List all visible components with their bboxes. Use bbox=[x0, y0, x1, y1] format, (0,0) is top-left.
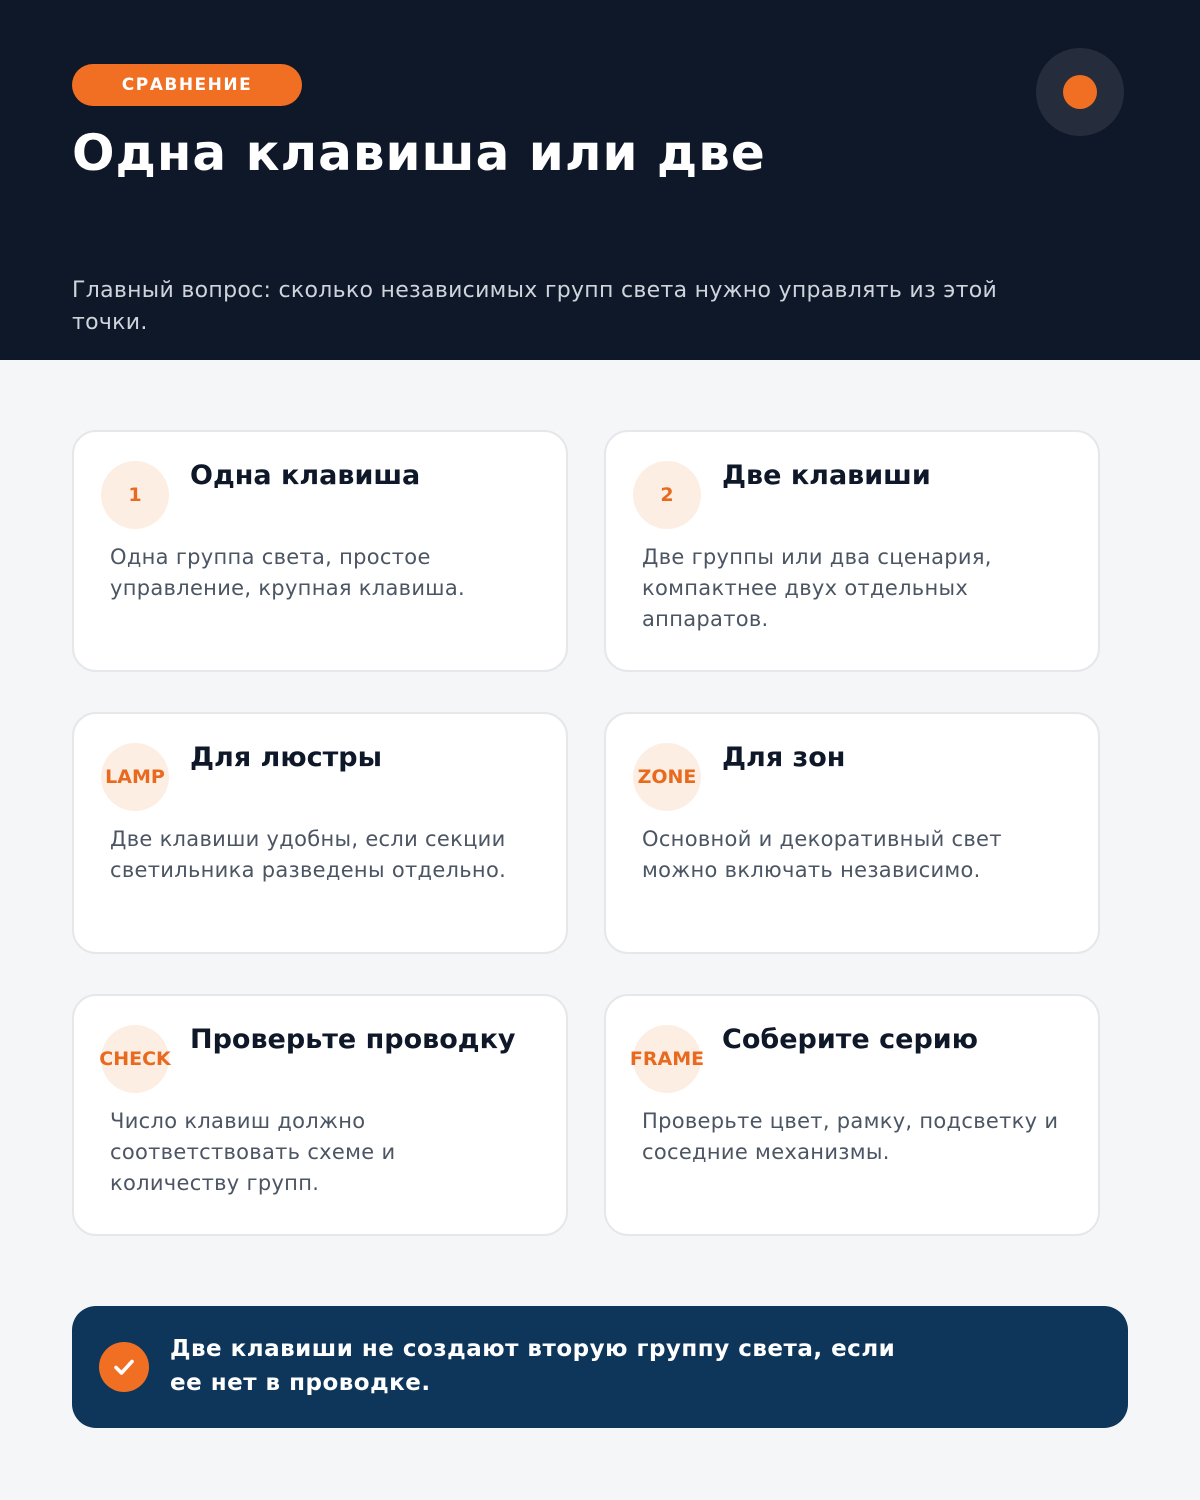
frame-icon: FRAME bbox=[633, 1025, 701, 1093]
card-two-keys bbox=[604, 430, 1100, 672]
lamp-icon: LAMP bbox=[101, 743, 169, 811]
card-text: Одна группа света, простое управление, крупная клавиша. bbox=[110, 545, 465, 600]
check-icon: CHECK bbox=[101, 1025, 169, 1093]
footer-note bbox=[72, 1306, 1128, 1428]
card-zones bbox=[604, 712, 1100, 954]
card-build-series bbox=[604, 994, 1100, 1236]
card-check-wiring bbox=[72, 994, 568, 1236]
card-text: Число клавиш должно соответствовать схеме и количеству групп. bbox=[110, 1109, 396, 1195]
dot-inner bbox=[1063, 75, 1097, 109]
card-title: Две клавиши bbox=[722, 460, 931, 491]
card-one-key bbox=[72, 430, 568, 672]
number-1-icon: 1 bbox=[101, 461, 169, 529]
card-title: Проверьте проводку bbox=[190, 1024, 516, 1055]
category-badge: СРАВНЕНИЕ bbox=[72, 64, 302, 106]
page-subtitle: Главный вопрос: сколько независимых групп света нужно управлять из этой точки. bbox=[72, 278, 998, 335]
card-title: Одна клавиша bbox=[190, 460, 421, 491]
card-text: Две клавиши удобны, если секции светильника разведены отдельно. bbox=[110, 827, 507, 882]
header bbox=[0, 0, 1200, 360]
card-title: Соберите серию bbox=[722, 1024, 978, 1055]
number-2-icon: 2 bbox=[633, 461, 701, 529]
checkmark-icon bbox=[99, 1342, 149, 1392]
page-title: Одна клавиша или две bbox=[72, 124, 766, 182]
footer-text: Две клавиши не создают вторую группу света, если ее нет в проводке. bbox=[170, 1336, 896, 1396]
card-chandelier bbox=[72, 712, 568, 954]
card-text: Проверьте цвет, рамку, подсветку и соседние механизмы. bbox=[642, 1109, 1059, 1164]
card-title: Для люстры bbox=[190, 742, 382, 773]
card-title: Для зон bbox=[722, 742, 846, 773]
card-text: Основной и декоративный свет можно включать независимо. bbox=[642, 827, 1002, 882]
card-text: Две группы или два сценария, компактнее двух отдельных аппаратов. bbox=[642, 545, 992, 631]
decorative-dot-icon bbox=[1036, 48, 1124, 136]
zone-icon: ZONE bbox=[633, 743, 701, 811]
